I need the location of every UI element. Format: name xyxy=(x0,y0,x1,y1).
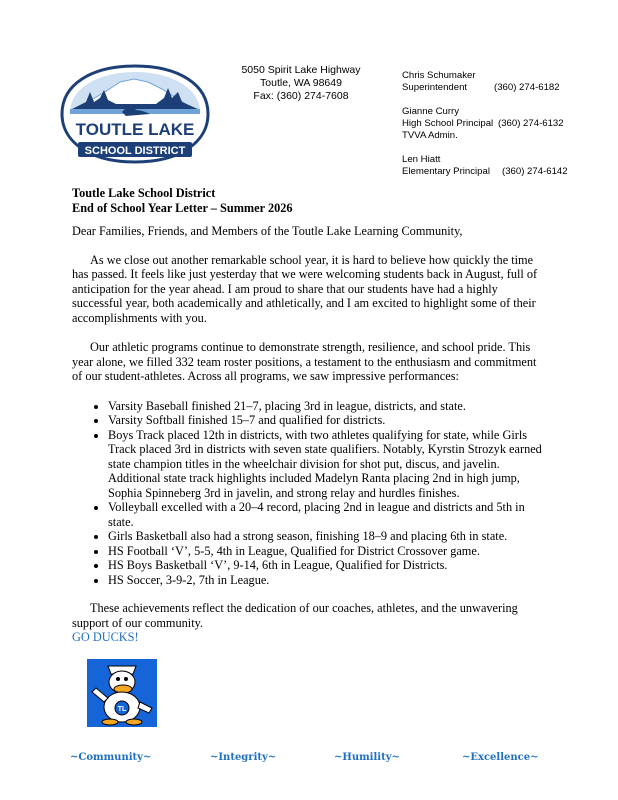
heading-title: End of School Year Letter – Summer 2026 xyxy=(72,201,293,215)
salutation: Dear Families, Friends, and Members of the Toutle Lake Learning Community, xyxy=(72,224,463,238)
mascot-badge: TL xyxy=(117,706,127,713)
contact-list xyxy=(402,70,612,190)
contact-elementary-principal xyxy=(402,154,612,178)
contact-phone: (360) 274-6142 xyxy=(502,166,568,177)
contact-hs-principal xyxy=(402,106,612,142)
list-item: • HS Boys Basketball ‘V’, 9-14, 6th in League, Qualified for Districts. xyxy=(108,558,546,573)
list-item: • Girls Basketball also had a strong season, finishing 18–9 and placing 6th in state. xyxy=(108,529,546,544)
value-integrity: ~Integrity~ xyxy=(210,752,277,763)
contact-name: Chris Schumaker xyxy=(402,70,476,81)
address-street: 5050 Spirit Lake Highway xyxy=(241,64,361,76)
logo-line2: SCHOOL DISTRICT xyxy=(84,145,186,157)
paragraph-athletics: Our athletic programs continue to demonstrate strength, resilience, and school pride. This year alone, we filled 332 team roster positions, a testament to the enthusiasm and commitment of our student-athletes. Across all programs, we saw impressive performances: xyxy=(72,340,537,383)
letter-heading xyxy=(72,186,293,216)
address-city: Toutle, WA 98649 xyxy=(260,77,342,89)
district-address xyxy=(226,64,376,103)
district-values xyxy=(70,752,590,763)
paragraph-closing: These achievements reflect the dedication of our coaches, athletes, and the unwavering support of our community. xyxy=(72,601,518,630)
contact-name: Gianne Curry xyxy=(402,106,460,117)
heading-district: Toutle Lake School District xyxy=(72,186,216,200)
value-community: ~Community~ xyxy=(70,752,152,763)
contact-role: High School Principal xyxy=(402,118,494,129)
district-logo-icon xyxy=(56,62,214,167)
list-item: • HS Football ‘V’, 5-5, 4th in League, Qualified for District Crossover game. xyxy=(108,544,546,559)
contact-role: Superintendent xyxy=(402,82,468,93)
list-item: • Boys Track placed 12th in districts, with two athletes qualifying for state, while Girls Track placed 3rd in districts with seven state qualifiers. Notably, Kyrstin Strozyk earned state champion titles in the wheelchair division for shot put, discus, and javelin. Additional state track highlights included Madelyn Ranta placing 2nd in high jump, Sophia Spinneberg 3rd in javelin, and strong relay and hurdles finishes. xyxy=(108,428,546,501)
contact-role: Elementary Principal xyxy=(402,166,490,177)
district-logo xyxy=(56,62,214,167)
value-humility: ~Humility~ xyxy=(334,752,400,763)
list-item: • Varsity Baseball finished 21–7, placing 3rd in league, districts, and state. xyxy=(108,399,546,414)
contact-phone: (360) 274-6132 xyxy=(498,118,564,129)
value-excellence: ~Excellence~ xyxy=(462,752,539,763)
list-item: • Volleyball excelled with a 20–4 record, placing 2nd in league and districts and 5th in state. xyxy=(108,500,546,529)
contact-role: TVVA Admin. xyxy=(402,130,458,141)
address-fax: Fax: (360) 274-7608 xyxy=(253,90,349,102)
contact-name: Len Hiatt xyxy=(402,154,441,165)
duck-mascot xyxy=(86,658,158,728)
contact-phone: (360) 274-6182 xyxy=(494,82,560,93)
duck-mascot-icon xyxy=(86,658,158,728)
list-item: • HS Soccer, 3-9-2, 7th in League. xyxy=(108,573,546,588)
list-item: • Varsity Softball finished 15–7 and qualified for districts. xyxy=(108,413,546,428)
go-ducks-closing: GO DUCKS! xyxy=(72,630,139,644)
contact-superintendent xyxy=(402,70,612,94)
logo-line1: TOUTLE LAKE xyxy=(75,120,195,139)
achievement-list xyxy=(72,399,546,588)
letter-body xyxy=(72,224,546,645)
paragraph-intro: As we close out another remarkable school year, it is hard to believe how quickly the time has passed. It feels like just yesterday that we were welcoming students back in August, full of anticipation for the year ahead. I am proud to share that our students have had a highly successful year, both academically and athletically, and I am excited to highlight some of their accomplishments with you. xyxy=(72,252,538,325)
